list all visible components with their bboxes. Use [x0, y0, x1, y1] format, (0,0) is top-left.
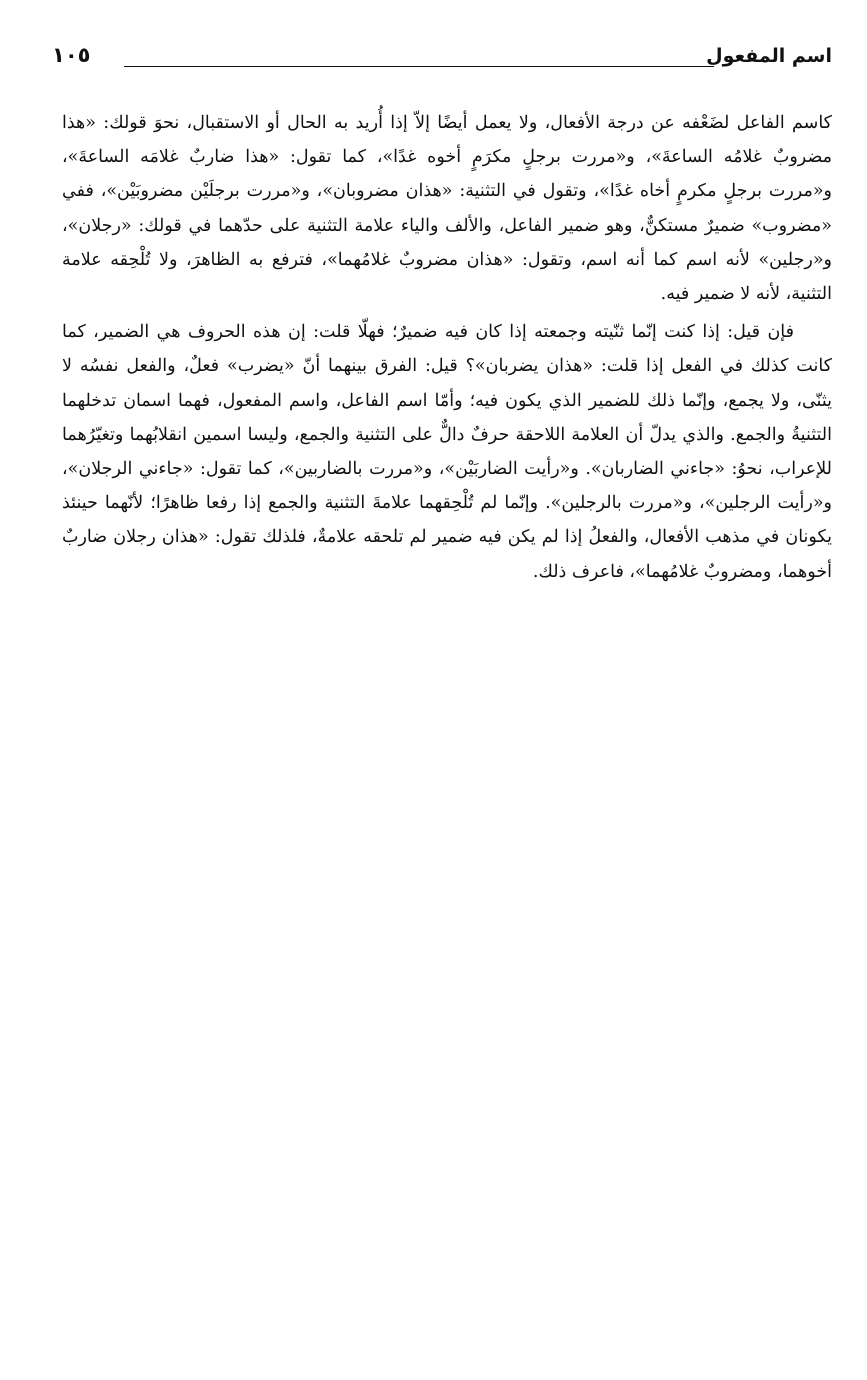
page-number: ١٠٥ [52, 43, 91, 67]
paragraph-2: فإن قيل: إذا كنت إنّما ثنّيته وجمعته إذا كان فيه ضميرٌ؛ فهلّا قلت: إن هذه الحروف هي الضمير، كما كانت كذلك في الفعل إذا قلت: «هذان يضربان»؟ قيل: الفرق بينهما أنّ «يضرب» فعلٌ، والفعل نفسُه لا يثنّى، ولا يجمع، وإنّما ذلك للضمير الذي يكون فيه؛ وأمّا اسم الفاعل، واسم المفعول، فهما اسمان تدخلهما التثنيةُ والجمع. والذي يدلّ أن العلامة اللاحقة حرفٌ دالٌّ على التثنية والجمع، وليسا اسمين انقلابُهما وتغيّرُهما للإعراب، نحوُ: «جاءني الضاربان». و«رأيت الضاربَيْن»، و«مررت بالضاربين»، كما تقول: «جاءني الرجلان»، و«رأيت الرجلين»، و«مررت بالرجلين». وإنّما لم تُلْحِقهما علامةَ التثنية والجمع إذا رفعا ظاهرًا؛ لأنّهما حينئذ يكونان في مذهب الأفعال، والفعلُ إذا لم يكن فيه ضمير لم تلحقه علامةٌ، فلذلك تقول: «هذان رجلان ضاربٌ أخوهما، ومضروبٌ غلامُهما»، فاعرف ذلك. [62, 322, 832, 582]
header-rule [124, 66, 714, 67]
paragraph-1: كاسم الفاعل لضَعْفه عن درجة الأفعال، ولا يعمل أيضًا إلاّ إذا أُريد به الحال أو الاستقبال، نحوَ قولك: «هذا مضروبٌ غلامُه الساعةَ»، و«مررت برجلٍ مكرَمٍ أخوه غدًا»، كما تقول: «هذا ضاربٌ غلامَه الساعةَ»، و«مررت برجلٍ مكرمٍ أخاه غدًا»، وتقول في التثنية: «هذان مضروبان»، و«مررت برجلَيْن مضروبَيْن»، ففي «مضروب» ضميرٌ مستكنٌّ، وهو ضمير الفاعل، والألف والياء علامة التثنية على حدّهما في قولك: «رجلان»، و«رجلين» لأنه اسم كما أنه اسم، وتقول: «هذان مضروبٌ غلامُهما»، فترفع به الظاهرَ، ولا تُلْحِقه علامة التثنية، لأنه لا ضمير فيه. [62, 113, 832, 305]
running-title: اسم المفعول [706, 45, 832, 67]
body-text [62, 106, 832, 589]
page-header [52, 38, 832, 82]
